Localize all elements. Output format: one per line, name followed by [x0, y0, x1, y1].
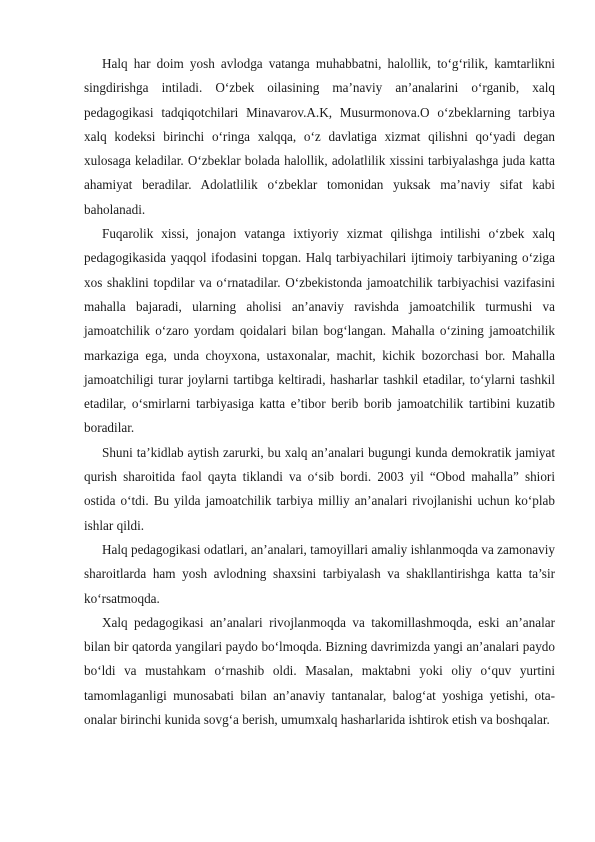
- paragraph-4: Halq pedagogikasi odatlari, an’analari, tamoyillari amaliy ishlanmoqda va zamonaviy sharoitlarda ham yosh avlodning shaxsini tarbiyalash va shakllantirishga katta ta’sir ko‘rsatmoqda.: [84, 541, 555, 606]
- paragraph-1: Halq har doim yosh avlodga vatanga muhabbatni, halollik, to‘g‘rilik, kamtarlikni singdirishga intiladi. O‘zbek oilasining ma’naviy an’analarini o‘rganib, xalq pedagogikasi tadqiqotchilari Minavarov.A.K, Musurmonova.O o‘zbeklarning tarbiya xalq kodeksi birinchi o‘ringa xalqqa, o‘z davlatiga xizmat qilishni qo‘yadi degan xulosaga keladilar. O‘zbeklar bolada halollik, adolatlilik xissini tarbiyalashga juda katta ahamiyat beradilar. Adolatlilik o‘zbeklar tomonidan yuksak ma’naviy sifat kabi baholanadi.: [84, 56, 555, 217]
- paragraph-5: Xalq pedagogikasi an’analari rivojlanmoqda va takomillashmoqda, eski an’analar bilan bir qatorda yangilari paydo bo‘lmoqda. Bizning davrimizda yangi an’analari paydo bo‘ldi va mustahkam o‘rnashib oldi. Masalan, maktabni yoki oliy o‘quv yurtini tamomlaganligi munosabati bilan an’anaviy tantanalar, balog‘at yoshiga yetishi, ota-onalar birinchi kunida sovg‘a berish, umumxalq hasharlarida ishtirok etish va boshqalar.: [84, 614, 555, 728]
- paragraph-3: Shuni ta’kidlab aytish zarurki, bu xalq an’analari bugungi kunda demokratik jamiyat qurish sharoitida faol qayta tiklandi va o‘sib bordi. 2003 yil “Obod mahalla” shiori ostida o‘tdi. Bu yilda jamoatchilik tarbiya milliy an’analari rivojlanishi uchun ko‘plab ishlar qildi.: [84, 444, 555, 533]
- paragraph-2: Fuqarolik xissi, jonajon vatanga ixtiyoriy xizmat qilishga intilishi o‘zbek xalq pedagogikasida yaqqol ifodasini topgan. Halq tarbiyachilari ijtimoiy tarbiyaning o‘ziga xos shaklini topdilar va o‘rnatadilar. O‘zbekistonda jamoatchilik tarbiyachisi vazifasini mahalla bajaradi, ularning aholisi an’anaviy ravishda jamoatchilik turmushi va jamoatchilik o‘zaro yordam qoidalari bilan bog‘langan. Mahalla o‘zining jamoatchilik markaziga ega, unda choyxona, ustaxonalar, machit, kichik bozorchasi bor. Mahalla jamoatchiligi turar joylarni tartibga keltiradi, hasharlar tashkil etadilar, to‘ylarni tashkil etadilar, o‘smirlarni tarbiyasiga katta e’tibor berib borib jamoatchilik tartibini kuzatib boradilar.: [84, 226, 555, 436]
- document-body: [84, 52, 555, 732]
